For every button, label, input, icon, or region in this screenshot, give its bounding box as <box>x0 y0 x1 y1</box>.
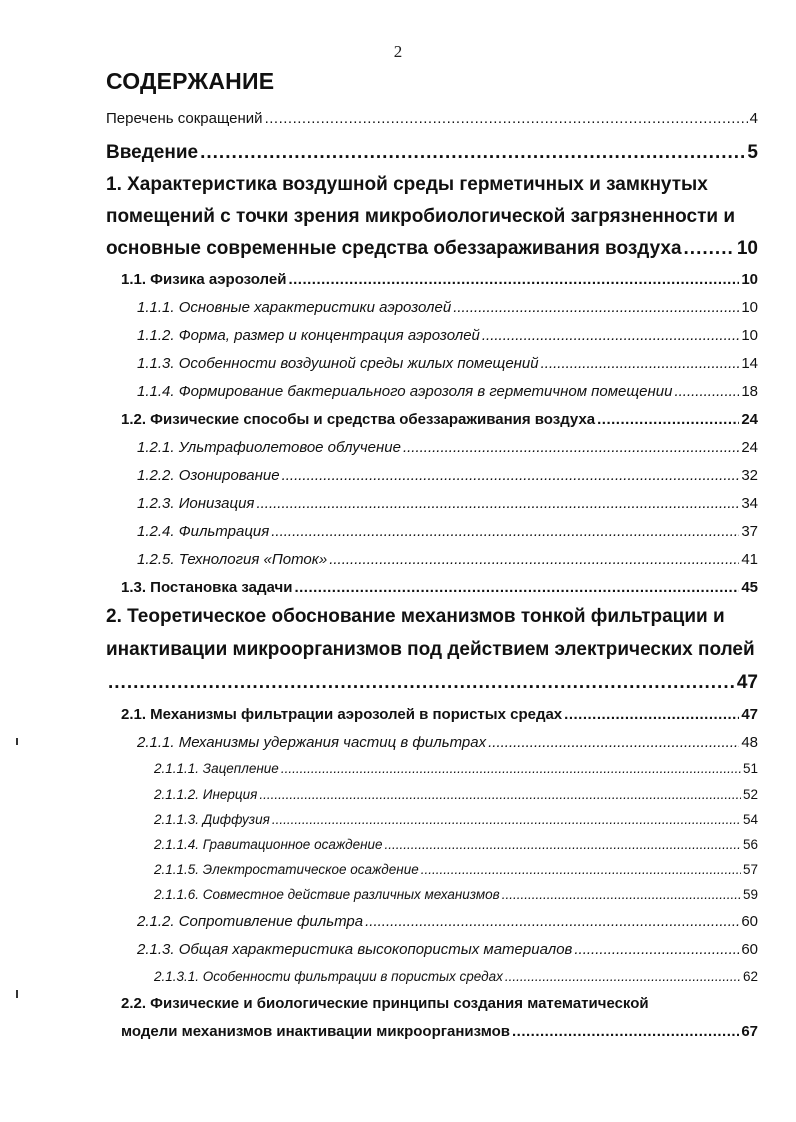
toc-entry-2-1-3[interactable]: 2.1.3. Общая характеристика высокопористых материалов ..... 60 <box>137 941 758 958</box>
toc-entry-1-3[interactable]: 1.3. Постановка задачи ..... 45 <box>121 579 758 596</box>
toc-entry-2-1-1-3[interactable]: 2.1.1.3. Диффузия ..... 54 <box>154 812 758 827</box>
toc-entry-1-2-4[interactable]: 1.2.4. Фильтрация ..... 37 <box>137 523 758 540</box>
toc-chapter-2-line-2[interactable]: инактивации микроорганизмов под действием электрических полей <box>106 639 755 660</box>
toc-entry-2-2-line-1[interactable]: 2.2. Физические и биологические принципы создания математической <box>121 995 649 1012</box>
toc-entry-2-1-1-5[interactable]: 2.1.1.5. Электростатическое осаждение ..... 57 <box>154 862 758 877</box>
toc-entry-2-1-1[interactable]: 2.1.1. Механизмы удержания частиц в фильтрах ..... 48 <box>137 734 758 751</box>
toc-entry-2-1-1-1[interactable]: 2.1.1.1. Зацепление ..... 51 <box>154 761 758 776</box>
toc-chapter-2-page[interactable]: ..... 47 <box>106 672 758 694</box>
toc-entry-1-1-3[interactable]: 1.1.3. Особенности воздушной среды жилых помещений ..... 14 <box>137 355 758 372</box>
toc-entry-1-1-4[interactable]: 1.1.4. Формирование бактериального аэрозоля в герметичном помещении ..... 18 <box>137 383 758 400</box>
toc-entry-introduction[interactable]: Введение ..... 5 <box>106 142 758 164</box>
toc-entry-2-1-3-1[interactable]: 2.1.3.1. Особенности фильтрации в пористых средах ..... 62 <box>154 969 758 984</box>
toc-entry-2-1-1-2[interactable]: 2.1.1.2. Инерция ..... 52 <box>154 787 758 802</box>
toc-entry-1-2-2[interactable]: 1.2.2. Озонирование ..... 32 <box>137 467 758 484</box>
toc-entry-2-1[interactable]: 2.1. Механизмы фильтрации аэрозолей в пористых средах ..... 47 <box>121 706 758 723</box>
toc-entry-1-1[interactable]: 1.1. Физика аэрозолей ..... 10 <box>121 271 758 288</box>
toc-entry-1-2-3[interactable]: 1.2.3. Ионизация ..... 34 <box>137 495 758 512</box>
toc-entry-1-1-1[interactable]: 1.1.1. Основные характеристики аэрозолей ..... 10 <box>137 299 758 316</box>
toc-chapter-1-line-1[interactable]: 1. Характеристика воздушной среды герметичных и замкнутых <box>106 174 708 195</box>
toc-entry-2-1-1-6[interactable]: 2.1.1.6. Совместное действие различных механизмов ..... 59 <box>154 887 758 902</box>
toc-entry-1-2[interactable]: 1.2. Физические способы и средства обеззараживания воздуха ..... 24 <box>121 411 758 428</box>
toc-entry-1-2-5[interactable]: 1.2.5. Технология «Поток» ..... 41 <box>137 551 758 568</box>
toc-entry-2-2-line-2[interactable]: модели механизмов инактивации микроорганизмов ..... 67 <box>121 1023 758 1040</box>
scan-mark-1 <box>16 738 18 745</box>
page-title: СОДЕРЖАНИЕ <box>106 68 275 94</box>
toc-entry-2-1-2[interactable]: 2.1.2. Сопротивление фильтра ..... 60 <box>137 913 758 930</box>
toc-entry-2-1-1-4[interactable]: 2.1.1.4. Гравитационное осаждение ..... 56 <box>154 837 758 852</box>
scan-mark-2 <box>16 990 18 998</box>
toc-entry-1-1-2[interactable]: 1.1.2. Форма, размер и концентрация аэрозолей ..... 10 <box>137 327 758 344</box>
page-number: 2 <box>393 42 403 61</box>
toc-entry-1-2-1[interactable]: 1.2.1. Ультрафиолетовое облучение ..... 24 <box>137 439 758 456</box>
toc-chapter-1-line-3[interactable]: основные современные средства обеззараживания воздуха ..... 10 <box>106 238 758 260</box>
toc-entry-abbreviations[interactable]: Перечень сокращений ..... 4 <box>106 110 758 127</box>
toc-chapter-1-line-2[interactable]: помещений с точки зрения микробиологической загрязненности и <box>106 206 736 227</box>
toc-chapter-2-line-1[interactable]: 2. Теоретическое обоснование механизмов тонкой фильтрации и <box>106 606 725 627</box>
